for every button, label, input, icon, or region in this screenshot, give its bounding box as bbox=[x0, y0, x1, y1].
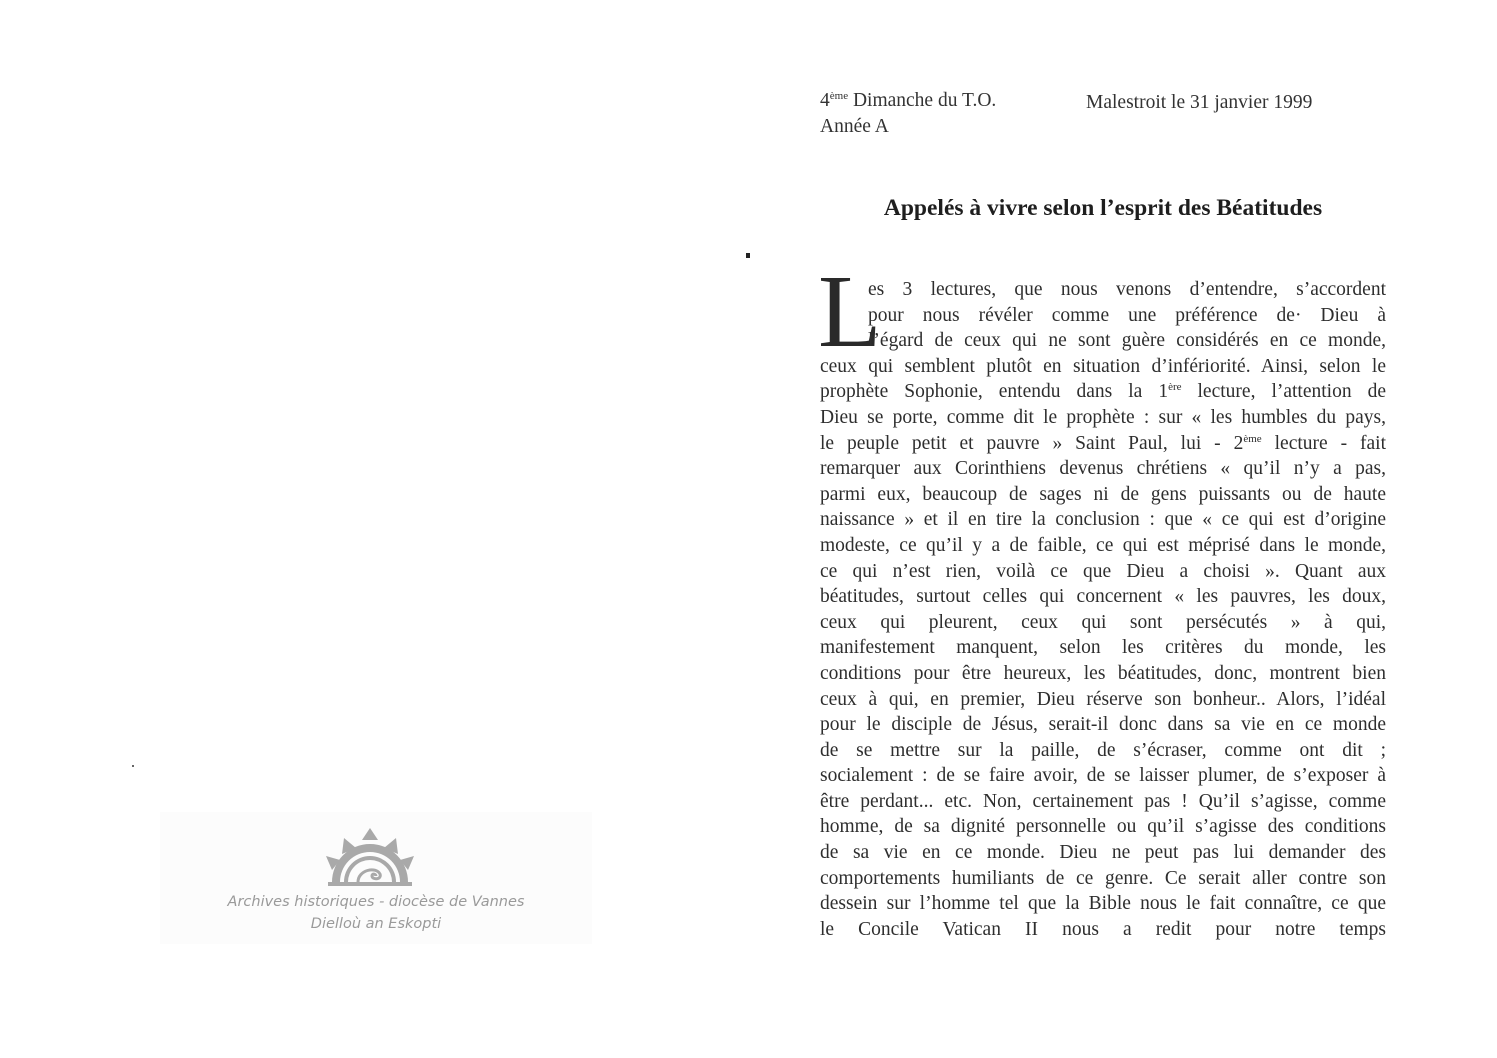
body-line: de se mettre sur la paille, de s’écraser, comme ont dit ; bbox=[820, 739, 1386, 761]
homily-title: Appelés à vivre selon l’esprit des Béatitudes bbox=[883, 195, 1323, 221]
body-line: homme, de sa dignité personnelle ou qu’il s’agisse des conditions bbox=[820, 816, 1386, 838]
left-page bbox=[0, 0, 748, 1058]
body-line: modeste, ce qu’il y a de faible, ce qui est méprisé dans le monde, bbox=[820, 534, 1386, 556]
body-line: manifestement manquent, selon les critères du monde, les bbox=[820, 637, 1386, 659]
body-line: es 3 lectures, que nous venons d’entendre, s’accordent bbox=[868, 279, 1386, 300]
watermark-breton-name: Dielloù an Eskopti bbox=[310, 916, 442, 932]
body-line: conditions pour être heureux, les béatitudes, donc, montrent bien bbox=[820, 662, 1386, 684]
body-line: remarquer aux Corinthiens devenus chrétiens « qu’il n’y a pas, bbox=[820, 458, 1386, 480]
ordinal-suffix: ème bbox=[829, 90, 849, 102]
body-line bbox=[820, 431, 1386, 457]
homily-body bbox=[820, 277, 1386, 942]
scan-speck bbox=[132, 765, 134, 767]
body-line: naissance » et il en tire la conclusion : que « ce qui est d’origine bbox=[820, 509, 1386, 531]
body-line: être perdant... etc. Non, certainement pas ! Qu’il s’agisse, comme bbox=[820, 790, 1386, 812]
body-line: de sa vie en ce monde. Dieu ne peut pas lui demander des bbox=[820, 842, 1386, 864]
body-line bbox=[820, 379, 1386, 405]
body-line: pour le disciple de Jésus, serait-il donc dans sa vie en ce monde bbox=[820, 714, 1386, 736]
body-line: le Concile Vatican II nous a redit pour notre temps bbox=[820, 918, 1386, 940]
body-line: Dieu se porte, comme dit le prophète : sur « les humbles du pays, bbox=[820, 406, 1386, 428]
ordinal-number: 4 bbox=[820, 90, 830, 111]
body-line: pour nous révéler comme une préférence de· Dieu à bbox=[868, 304, 1386, 326]
place-and-date: Malestroit le 31 janvier 1999 bbox=[1086, 92, 1313, 113]
sunday-label: Dimanche du T.O. bbox=[852, 90, 997, 111]
watermark-archive-name: Archives historiques - diocèse de Vannes bbox=[227, 894, 525, 910]
body-line: béatitudes, surtout celles qui concernent « les pauvres, les doux, bbox=[820, 586, 1386, 608]
body-line: comportements humiliants de ce genre. Ce serait aller contre son bbox=[820, 867, 1386, 889]
line-text: lecture, l’attention de bbox=[1181, 381, 1386, 403]
ordinal-superscript: ème bbox=[1243, 432, 1262, 445]
body-line: ceux qui semblent plutôt en situation d’infériorité. Ainsi, selon le bbox=[820, 355, 1386, 377]
body-line: ceux qui pleurent, ceux qui sont persécutés » à qui, bbox=[820, 611, 1386, 633]
body-line: socialement : de se faire avoir, de se laisser plumer, de s’exposer à bbox=[820, 765, 1386, 787]
line-text: le peuple petit et pauvre » Saint Paul, lui - 2 bbox=[820, 432, 1244, 454]
body-line: ceux à qui, en premier, Dieu réserve son bonheur.. Alors, l’idéal bbox=[820, 688, 1386, 710]
body-line: l’égard de ceux qui ne sont guère considérés en ce monde, bbox=[868, 330, 1386, 352]
ordinal-superscript: ère bbox=[1168, 381, 1182, 394]
body-line: parmi eux, beaucoup de sages ni de gens puissants ou de haute bbox=[820, 483, 1386, 505]
line-text: lecture - fait bbox=[1261, 432, 1387, 454]
liturgical-sunday bbox=[820, 90, 996, 112]
drop-cap: L bbox=[818, 254, 882, 369]
diocese-sun-logo-icon bbox=[322, 826, 418, 886]
body-line: ce qui n’est rien, voilà ce que Dieu a choisi ». Quant aux bbox=[820, 560, 1386, 582]
line-text: prophète Sophonie, entendu dans la 1 bbox=[820, 381, 1169, 403]
body-line: dessein sur l’homme tel que la Bible nous le fait connaître, ce que bbox=[820, 893, 1386, 915]
liturgical-year: Année A bbox=[820, 116, 889, 137]
